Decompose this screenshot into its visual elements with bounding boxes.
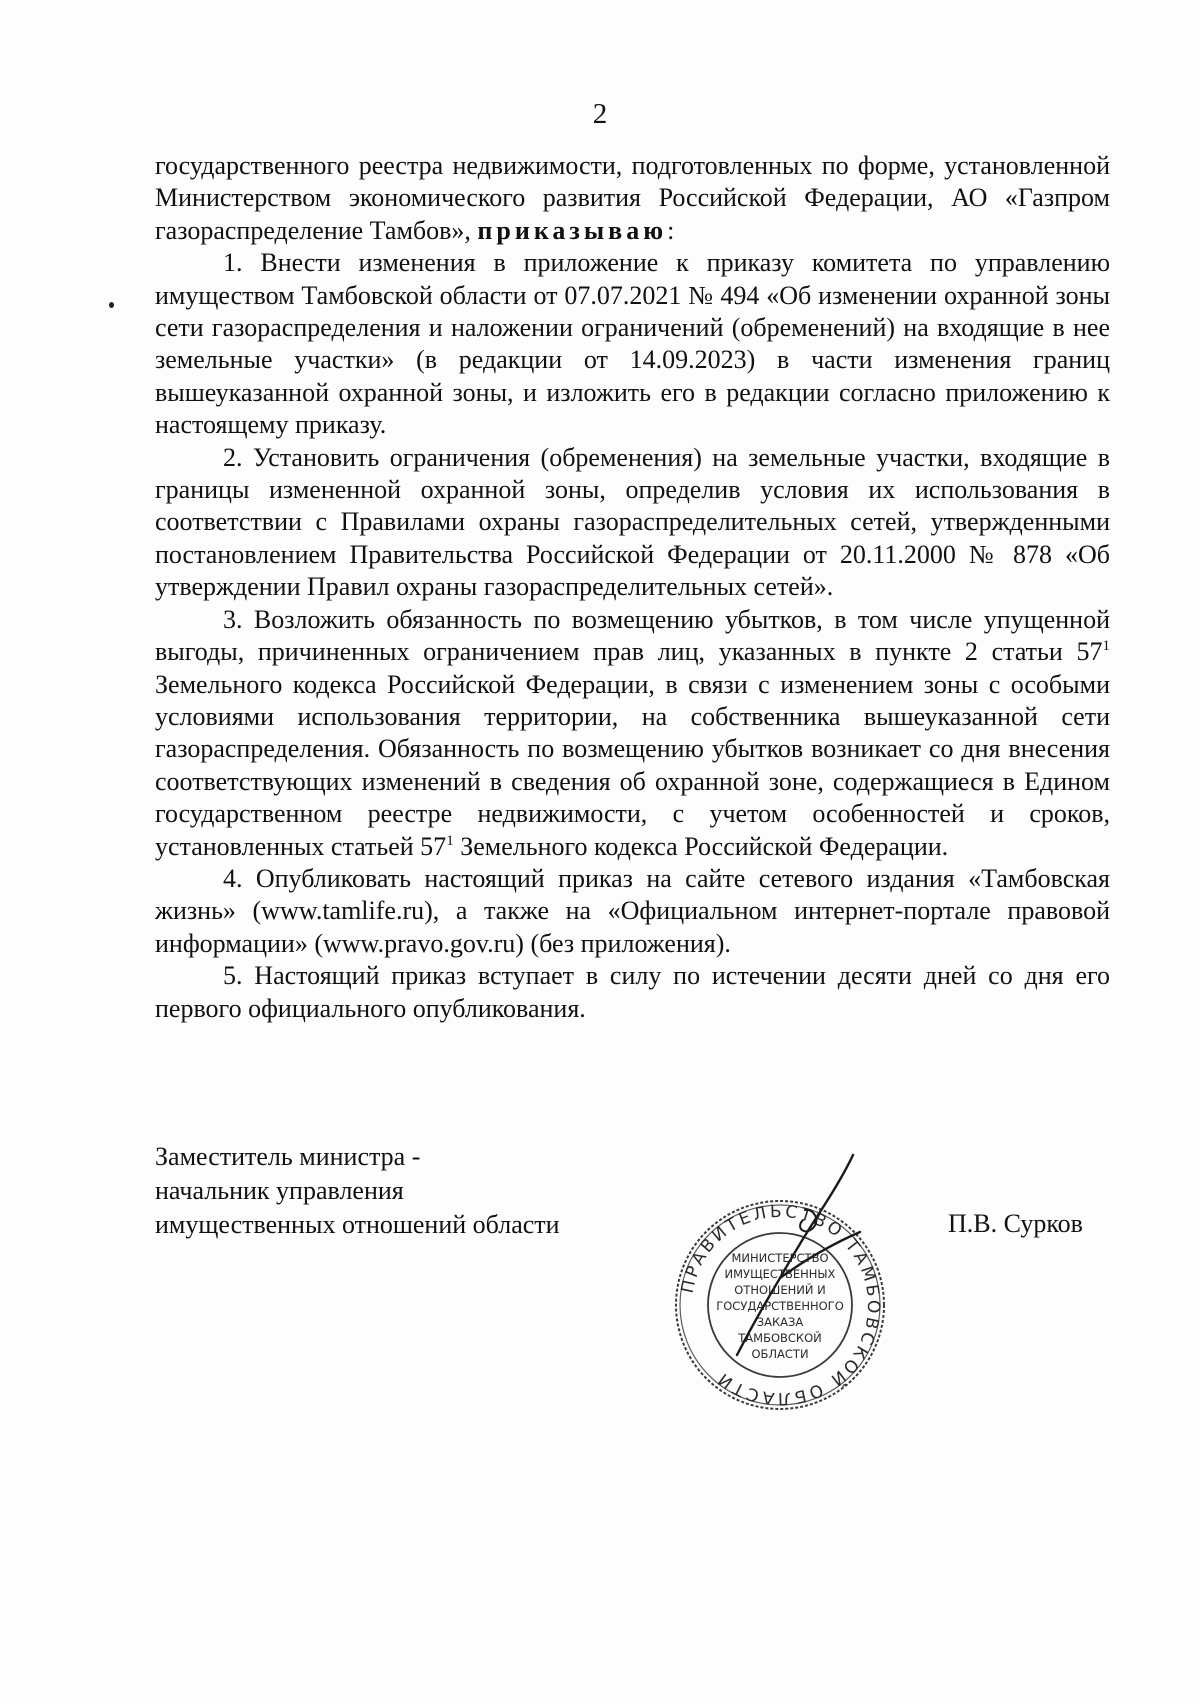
seal-center-text [716,1251,844,1361]
position-line-1: Заместитель министра - [155,1142,421,1171]
position-line-2: начальник управления [155,1176,404,1205]
official-seal [655,1150,905,1420]
order-word: приказываю [477,215,668,245]
seal-line-2: ИМУЩЕСТВЕННЫХ [724,1267,836,1281]
order-item-3-part-a: 3. Возложить обязанность по возмещению убытков, в том числе упущенной выгоды, причиненных ограничением прав лиц, указанных в пункте 2 статьи 57 [155,604,1110,667]
seal-ring-text: ПРАВИТЕЛЬСТВО ТАМБОВСКОЙ ОБЛАСТИ [677,1201,884,1409]
order-item-4: 4. Опубликовать настоящий приказ на сайте сетевого издания «Тамбовская жизнь» (www.tamlife.ru), а также на «Официальном интернет-портале правовой информации» (www.pravo.gov.ru) (без приложения). [155,863,1110,958]
seal-line-4: ГОСУДАРСТВЕННОГО [716,1299,844,1313]
article-superscript-a: 1 [1102,638,1110,655]
page-number: 2 [592,98,608,130]
seal-line-3: ОТНОШЕНИЙ И [734,1283,826,1297]
order-item-2: 2. Установить ограничения (обременения) на земельные участки, входящие в границы измененной охранной зоны, определив условия их использования в соответствии с Правилами охраны газораспределительных сетей, утвержденными постановлением Правительства Российской Федерации от 20.11.2000 № 878 «Об утверждении Правил охраны газораспределительных сетей». [155,442,1110,602]
order-item-5: 5. Настоящий приказ вступает в силу по истечении десяти дней со дня его первого официального опубликования. [155,961,1110,1023]
position-line-3: имущественных отношений области [155,1210,560,1239]
seal-line-7: ОБЛАСТИ [751,1347,809,1361]
intro-colon: : [667,215,675,245]
seal-stamp-icon [655,1150,905,1420]
order-body [155,150,1110,1025]
intro-paragraph [155,150,1110,247]
seal-line-1: МИНИСТЕРСТВО [731,1251,829,1265]
order-item-3-part-b: Земельного кодекса Российской Федерации, в связи с изменением зоны с особыми условиями использования территории, на собственника вышеуказанной сети газораспределения. Обязанность по возмещению убытков возникает со дня внесения соответствующих изменений в сведения об охранной зоне, содержащиеся в Едином государственном реестре недвижимости, с учетом особенностей и сроков, установленных статьей 57 [155,669,1110,861]
order-item-1: 1. Внести изменения в приложение к приказу комитета по управлению имуществом Тамбовской области от 07.07.2021 № 494 «Об изменении охранной зоны сети газораспределения и наложении ограничений (обременений) на входящие в нее земельные участки» (в редакции от 14.09.2023) в части изменения границ вышеуказанной охранной зоны, и изложить его в редакции согласно приложению к настоящему приказу. [155,248,1110,440]
scan-speck [109,302,114,308]
signatory-position [155,1140,560,1242]
seal-line-5: ЗАКАЗА [756,1315,804,1329]
article-superscript-b: 1 [446,832,454,849]
seal-line-6: ТАМБОВСКОЙ [738,1331,822,1345]
signatory-name: П.В. Сурков [948,1209,1083,1238]
intro-text: государственного реестра недвижимости, подготовленных по форме, установленной Министерством экономического развития Российской Федерации, АО «Газпром газораспределение Тамбов», [155,151,1110,245]
order-item-3-part-c: Земельного кодекса Российской Федерации. [453,831,949,861]
order-item-3 [155,604,1110,863]
